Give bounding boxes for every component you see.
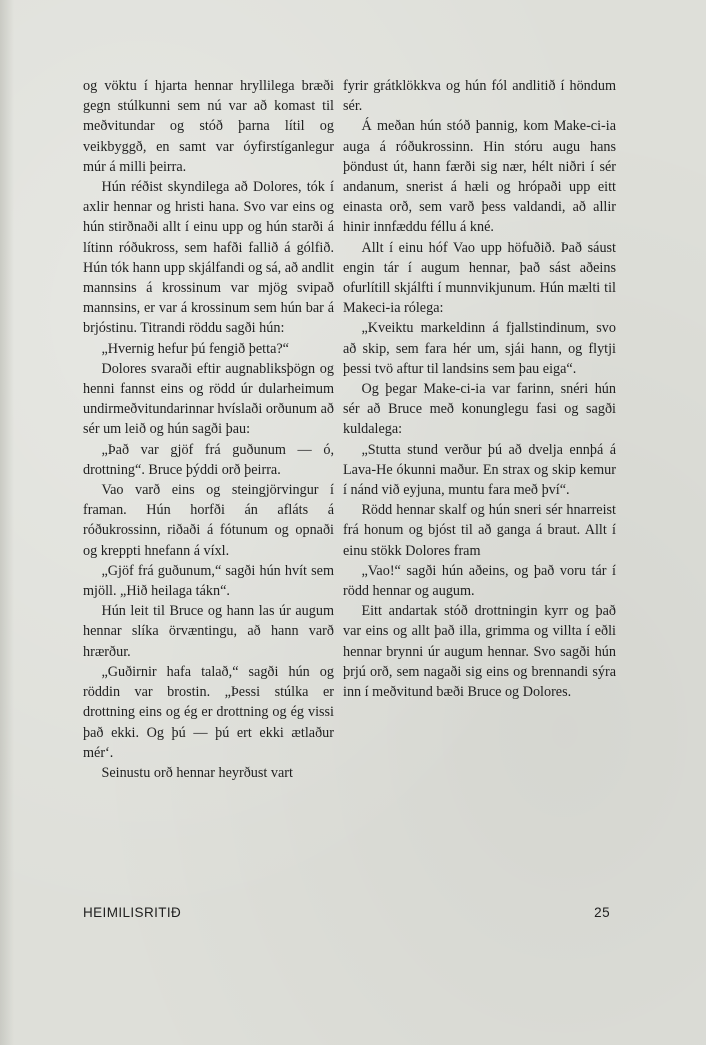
paragraph: Vao varð eins og steingjörvingur í framan. Hún horfði án afláts á róðukrossinn, riðaði á fótunum og opnaði og kreppti hnefann á víxl. xyxy=(83,482,334,559)
paragraph: „Guðirnir hafa talað,“ sagði hún og röddin var brostin. „Þessi stúlka er drottning eins og ég er drottning og ég vissi það ekki. Og þú — þú ert ekki ætlaður mér‘. xyxy=(83,663,334,761)
paragraph: fyrir grátklökkva og hún fól andlitið í höndum sér. xyxy=(343,78,616,115)
page-edge-shadow xyxy=(0,0,14,1045)
paragraph: „Gjöf frá guðunum,“ sagði hún hvít sem mjöll. „Hið heilaga tákn“. xyxy=(83,562,334,600)
page-footer xyxy=(83,905,610,927)
paragraph: „Kveiktu markeldinn á fjallstindinum, svo að skip, sem fara hér um, sjái hann, og flytji þessi tvö aftur til landsins sem þau eiga“. xyxy=(343,320,616,377)
paragraph: og vöktu í hjarta hennar hryllilega bræði gegn stúlkunni sem nú var að komast til meðvitundar og stóð þarna lítil og veikbyggð, en samt var óyfirstíganlegur múr á milli þeirra. xyxy=(83,78,334,175)
paragraph: Og þegar Make-ci-ia var farinn, snéri hún sér að Bruce með konunglegu fasi og sagði kuldalega: xyxy=(343,381,616,438)
paragraph: Seinustu orð hennar heyrðust vart xyxy=(101,764,293,781)
paragraph: Hún réðist skyndilega að Dolores, tók í axlir hennar og hristi hana. Svo var eins og hún stirðnaði allt í einu upp og hún starði á lítinn róðukross, sem hafði fallið á gólfið. Hún tók hann upp skjálfandi og sá, að andlit mannsins á krossinum var mjög svipað mannsins, er var á krossinum sem hún bar á brjóstinu. Titrandi röddu sagði hún: xyxy=(83,179,334,337)
paragraph: „Vao!“ sagði hún aðeins, og það voru tár í rödd hennar og augum. xyxy=(343,562,616,600)
right-text-column xyxy=(343,76,616,702)
paragraph: Hún leit til Bruce og hann las úr augum hennar slíka örvæntingu, að hann varð hrærður. xyxy=(83,603,334,660)
paragraph: „Hvernig hefur þú fengið þetta?“ xyxy=(101,340,289,357)
paragraph: Rödd hennar skalf og hún sneri sér hnarreist frá honum og bjóst til að ganga á braut. Allt í einu stökk Dolores fram xyxy=(343,502,616,559)
paragraph: Á meðan hún stóð þannig, kom Make-ci-ia auga á róðukrossinn. Hin stóru augu hans þöndust út, hann færði sig nær, hélt niðri í sér andanum, snerist á hæli og hrópaði upp eitt einasta orð, sem varð þess valdandi, að allir hinir innfæddu féllu á kné. xyxy=(343,118,616,236)
publication-title: HEIMILISRITIÐ xyxy=(83,905,182,920)
paragraph: Eitt andartak stóð drottningin kyrr og það var eins og allt það illa, grimma og villta í eðli hennar brynni úr augum hennar. Svo sagði hún þrjú orð, sem nagaði sig eins og brennandi sýra inn í meðvitund bæði Bruce og Dolores. xyxy=(343,603,616,701)
paragraph: Allt í einu hóf Vao upp höfuðið. Það sáust engin tár í augum hennar, það sást aðeins ofurlítill skjálfti í munnvikjunum. Hún mælti til Makeci-ia rólega: xyxy=(343,239,616,317)
left-text-column xyxy=(83,76,334,783)
paragraph: „Það var gjöf frá guðunum — ó, drottning“. Bruce þýddi orð þeirra. xyxy=(83,441,334,478)
page-number: 25 xyxy=(594,905,610,920)
paragraph: „Stutta stund verður þú að dvelja ennþá á Lava-He ókunni maður. En strax og skip kemur í nánd við eyjuna, muntu fara með því“. xyxy=(343,441,616,499)
paragraph: Dolores svaraði eftir augnabliksþögn og henni fannst eins og rödd úr dularheimum undirmeðvitundarinnar hvíslaði orðunum að sér um leið og hún sagði þau: xyxy=(83,360,334,438)
